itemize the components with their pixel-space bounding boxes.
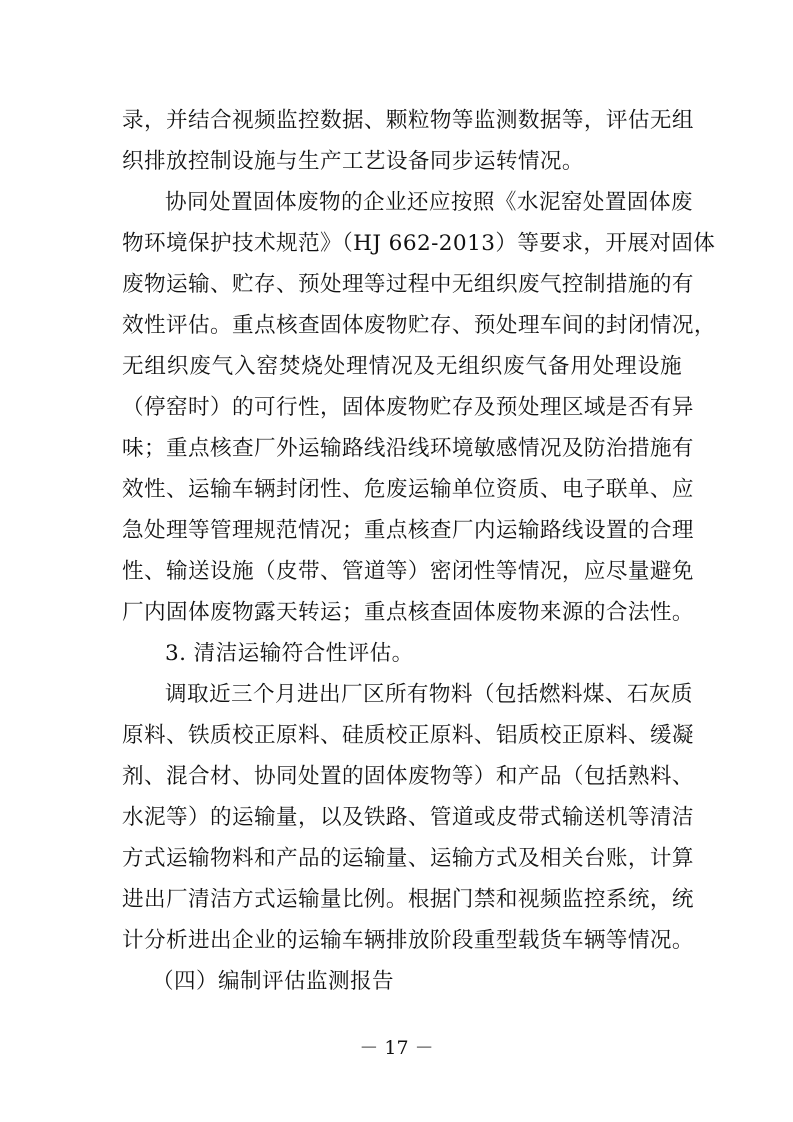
section-heading: （四）编制评估监测报告 [152,969,394,994]
text-line: 进出厂清洁方式运输量比例。根据门禁和视频监控系统，统 [122,887,694,912]
text-line: 协同处置固体废物的企业还应按照《水泥窑处置固体废 [165,190,693,215]
text-line: 厂内固体废物露天转运；重点核查固体废物来源的合法性。 [122,600,694,625]
text-line: 效性、运输车辆封闭性、危废运输单位资质、电子联单、应 [122,477,694,502]
text-line: 剂、混合材、协同处置的固体废物等）和产品（包括熟料、 [122,764,694,789]
text-line: 计分析进出企业的运输车辆排放阶段重型载货车辆等情况。 [122,928,694,953]
text-line: 水泥等）的运输量，以及铁路、管道或皮带式输送机等清洁 [122,805,694,830]
text-line: 原料、铁质校正原料、硅质校正原料、铝质校正原料、缓凝 [122,723,694,748]
text-line: （停窑时）的可行性，固体废物贮存及预处理区域是否有异 [122,395,694,420]
text-line: 方式运输物料和产品的运输量、运输方式及相关台账，计算 [122,846,694,871]
text-line: 织排放控制设施与生产工艺设备同步运转情况。 [122,149,584,174]
text-line: 无组织废气入窑焚烧处理情况及无组织废气备用处理设施 [122,354,682,379]
section-heading: 3. 清洁运输符合性评估。 [165,641,414,666]
text-line: 废物运输、贮存、预处理等过程中无组织废气控制措施的有 [122,272,694,297]
text-line: 效性评估。重点核查固体废物贮存、预处理车间的封闭情况， [122,313,716,338]
text-line: 物环境保护技术规范》（HJ 662-2013）等要求，开展对固体 [122,231,716,256]
text-line: 调取近三个月进出厂区所有物料（包括燃料煤、石灰质 [165,682,693,707]
text-line: 味；重点核查厂外运输路线沿线环境敏感情况及防治措施有 [122,436,694,461]
text-line: 性、输送设施（皮带、管道等）密闭性等情况，应尽量避免 [122,559,694,584]
text-line: 录，并结合视频监控数据、颗粒物等监测数据等，评估无组 [122,108,694,133]
page-number: － 17 － [359,1037,434,1059]
text-line: 急处理等管理规范情况；重点核查厂内运输路线设置的合理 [122,518,694,543]
